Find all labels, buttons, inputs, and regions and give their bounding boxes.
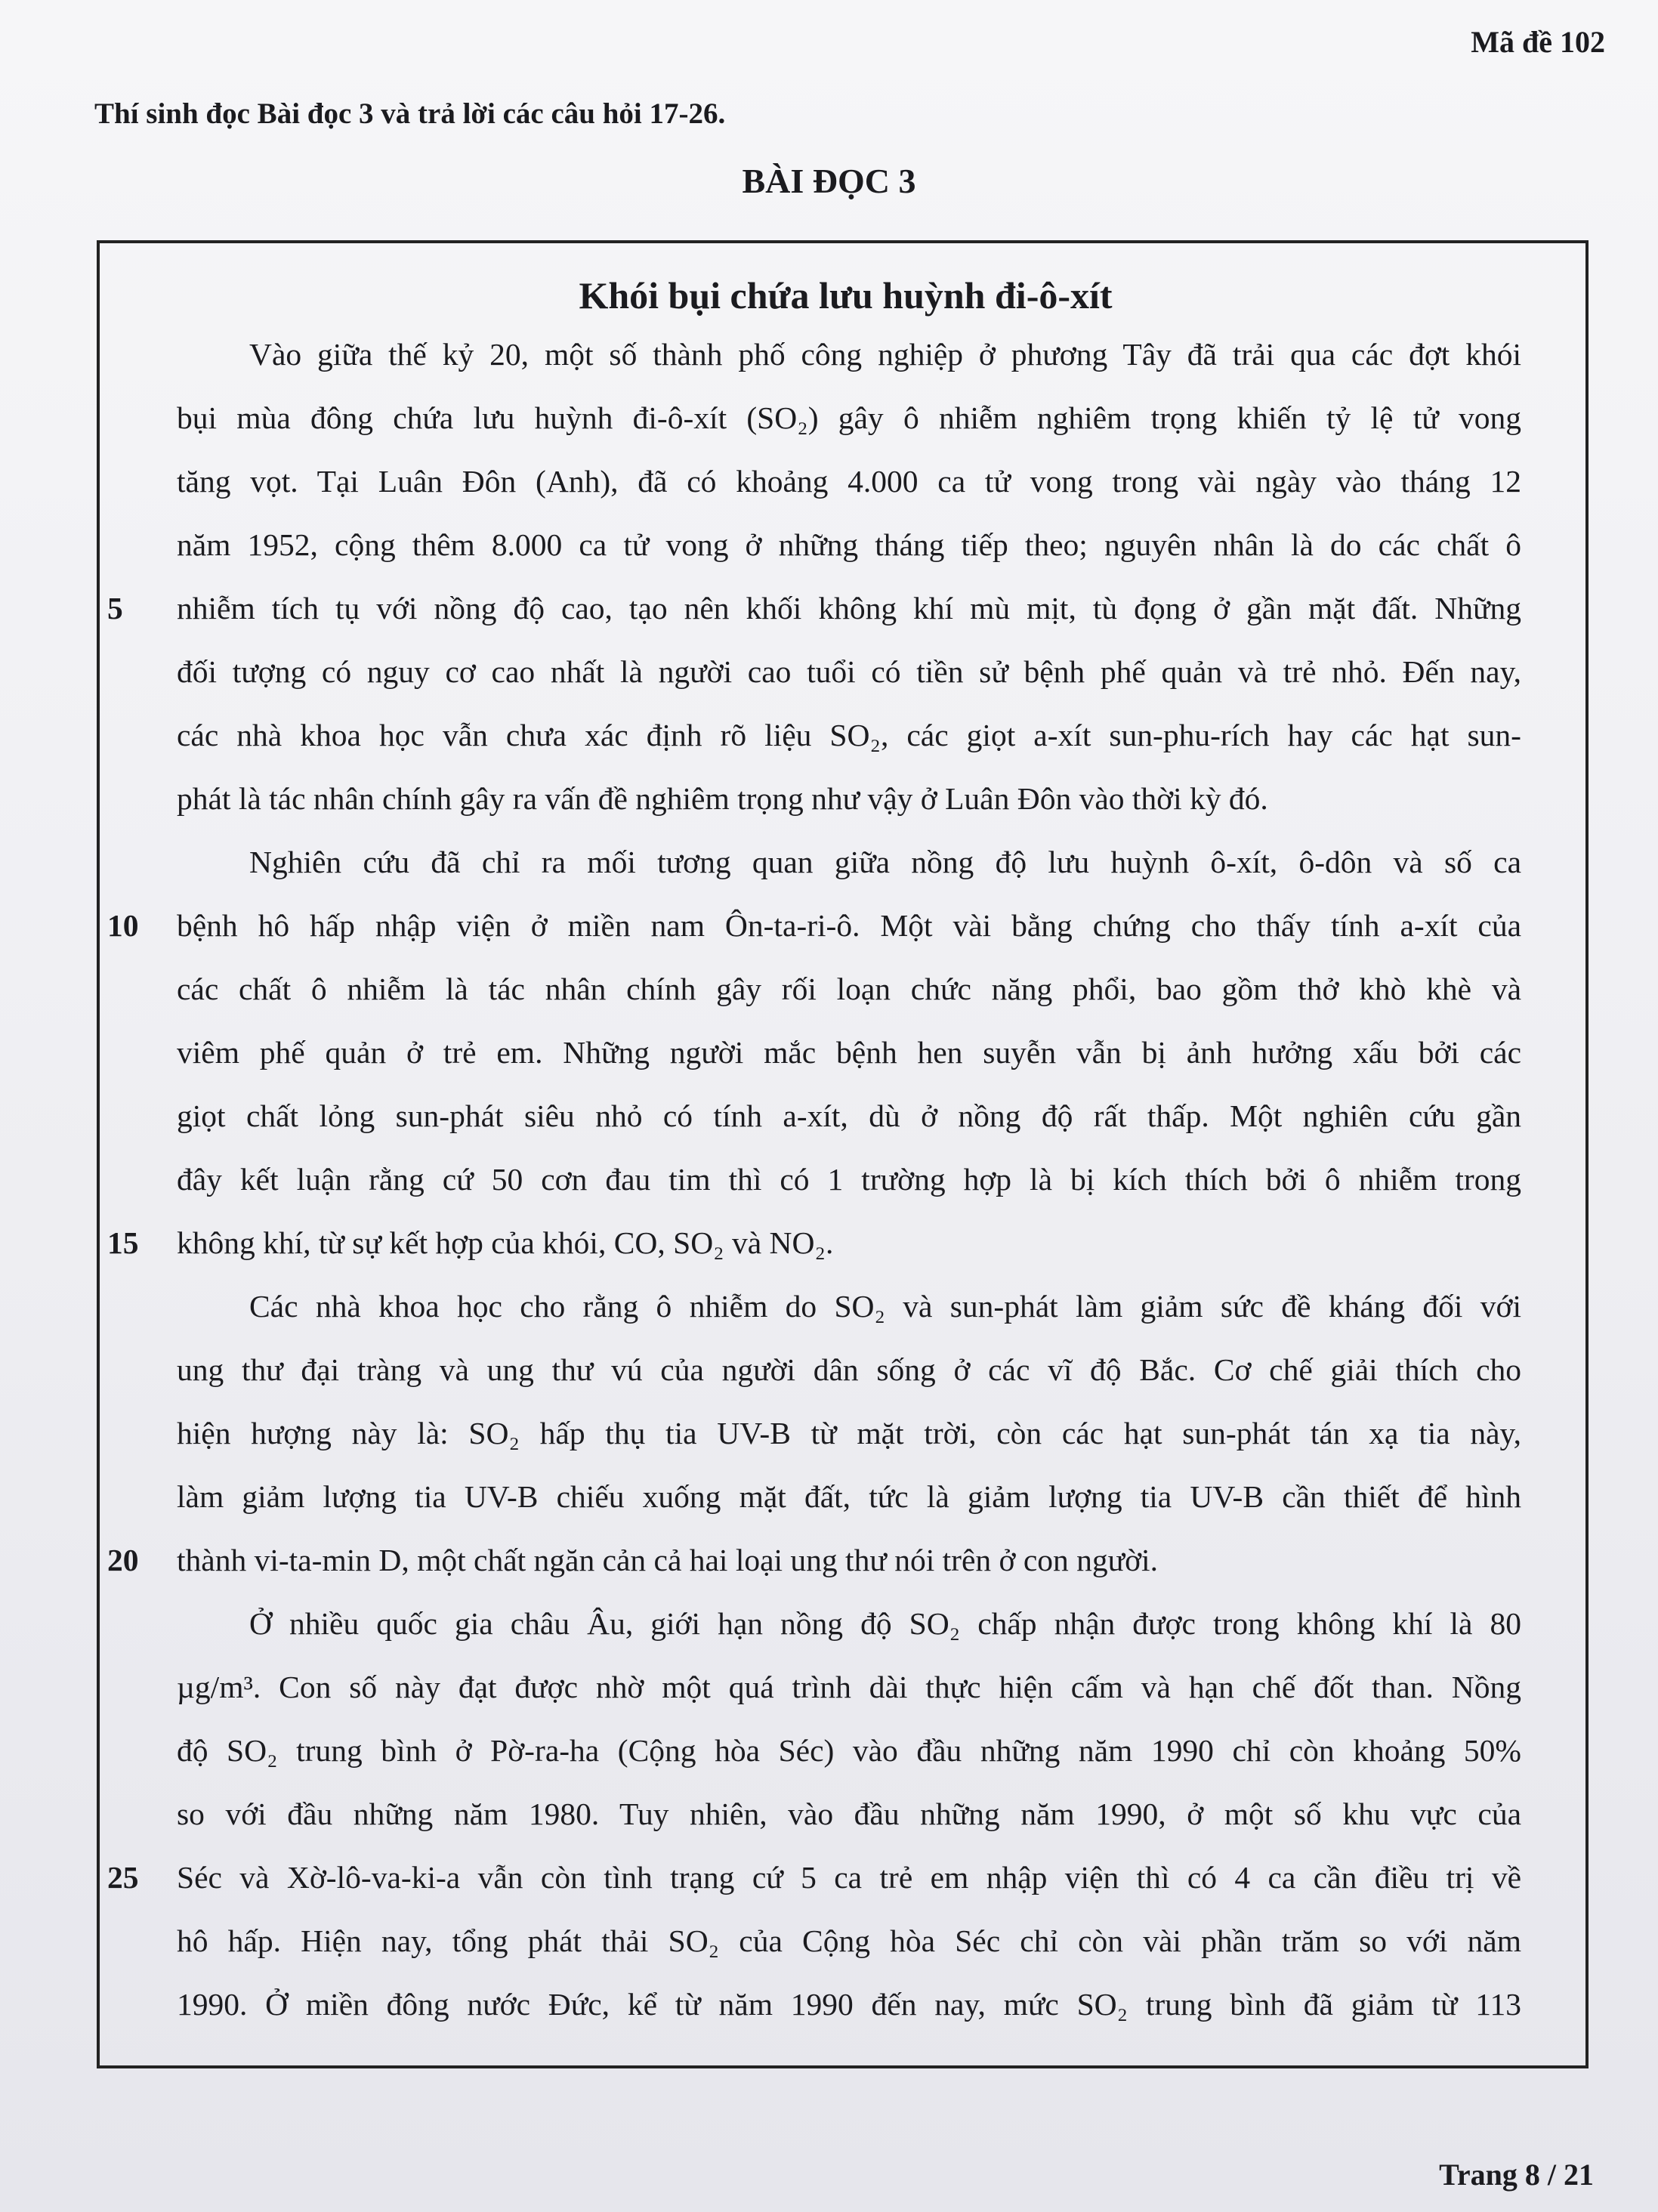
line-number: 15 [107,1225,139,1260]
text-line: Séc và Xờ-lô-va-ki-a vẫn còn tình trạng cứ 5 ca trẻ em nhập viện thì có 4 ca cần điều trị về [177,1860,1521,1895]
text-line: viêm phế quản ở trẻ em. Những người mắc bệnh hen suyễn vẫn bị ảnh hưởng xấu bởi các [177,1035,1521,1070]
line-number: 10 [107,908,139,943]
text-line: độ SO₂ trung bình ở Pờ-ra-ha (Cộng hòa Séc) vào đầu những năm 1990 chỉ còn khoảng 50% [177,1733,1521,1768]
text-line: ung thư đại tràng và ung thư vú của người dân sống ở các vĩ độ Bắc. Cơ chế giải thích cho [177,1352,1521,1387]
text-line: không khí, từ sự kết hợp của khói, CO, SO₂ và NO₂. [177,1225,834,1260]
text-line: các nhà khoa học vẫn chưa xác định rõ liệu SO₂, các giọt a-xít sun-phu-rích hay các hạt sun- [177,718,1521,752]
text-line: tăng vọt. Tại Luân Đôn (Anh), đã có khoảng 4.000 ca tử vong trong vài ngày vào tháng 12 [177,464,1521,499]
text-line: các chất ô nhiễm là tác nhân chính gây rối loạn chức năng phổi, bao gồm thở khò khè và [177,972,1521,1006]
page-number: Trang 8 / 21 [1439,2158,1594,2192]
line-number: 25 [107,1860,139,1895]
text-line: hô hấp. Hiện nay, tổng phát thải SO₂ của Cộng hòa Séc chỉ còn vài phần trăm so với năm [177,1923,1521,1958]
text-line: so với đầu những năm 1980. Tuy nhiên, vào đầu những năm 1990, ở một số khu vực của [177,1796,1521,1831]
text-line: bệnh hô hấp nhập viện ở miền nam Ôn-ta-ri-ô. Một vài bằng chứng cho thấy tính a-xít của [177,908,1521,943]
text-line: thành vi-ta-min D, một chất ngăn cản cả hai loại ung thư nói trên ở con người. [177,1543,1158,1577]
text-line: µg/m³. Con số này đạt được nhờ một quá trình dài thực hiện cấm và hạn chế đốt than. Nồng [177,1670,1521,1704]
instruction-text: Thí sinh đọc Bài đọc 3 và trả lời các câu hỏi 17-26. [94,97,726,130]
text-line: đây kết luận rằng cứ 50 cơn đau tim thì có 1 trường hợp là bị kích thích bởi ô nhiễm trong [177,1162,1521,1197]
text-line: Ở nhiều quốc gia châu Âu, giới hạn nồng độ SO₂ chấp nhận được trong không khí là 80 [249,1606,1521,1641]
article-title: Khói bụi chứa lưu huỳnh đi-ô-xít [579,274,1113,317]
text-line: Vào giữa thế kỷ 20, một số thành phố công nghiệp ở phương Tây đã trải qua các đợt khói [249,337,1521,372]
text-line: 1990. Ở miền đông nước Đức, kể từ năm 1990 đến nay, mức SO₂ trung bình đã giảm từ 113 [177,1987,1521,2022]
text-line: năm 1952, cộng thêm 8.000 ca tử vong ở những tháng tiếp theo; nguyên nhân là do các chất ô [177,527,1521,562]
exam-code: Mã đề 102 [1471,25,1605,59]
text-line: Nghiên cứu đã chỉ ra mối tương quan giữa nồng độ lưu huỳnh ô-xít, ô-dôn và số ca [249,845,1521,879]
text-line: giọt chất lỏng sun-phát siêu nhỏ có tính a-xít, dù ở nồng độ rất thấp. Một nghiên cứu gần [177,1098,1521,1133]
text-line: nhiễm tích tụ với nồng độ cao, tạo nên khối không khí mù mịt, tù đọng ở gần mặt đất. Những [177,591,1521,626]
text-line: phát là tác nhân chính gây ra vấn đề nghiêm trọng như vậy ở Luân Đôn vào thời kỳ đó. [177,781,1268,816]
line-number: 20 [107,1543,139,1577]
text-line: Các nhà khoa học cho rằng ô nhiễm do SO₂ và sun-phát làm giảm sức đề kháng đối với [249,1289,1521,1324]
text-line: làm giảm lượng tia UV-B chiếu xuống mặt đất, tức là giảm lượng tia UV-B cần thiết để hình [177,1479,1521,1514]
text-line: bụi mùa đông chứa lưu huỳnh đi-ô-xít (SO₂) gây ô nhiễm nghiêm trọng khiến tỷ lệ tử vong [177,400,1521,435]
reading-passage-box [97,240,1589,2068]
text-line: hiện hượng này là: SO₂ hấp thụ tia UV-B từ mặt trời, còn các hạt sun-phát tán xạ tia này, [177,1416,1521,1450]
reading-title: BÀI ĐỌC 3 [742,162,916,200]
line-number: 5 [107,591,123,626]
text-line: đối tượng có nguy cơ cao nhất là người cao tuổi có tiền sử bệnh phế quản và trẻ nhỏ. Đến nay, [177,654,1521,689]
